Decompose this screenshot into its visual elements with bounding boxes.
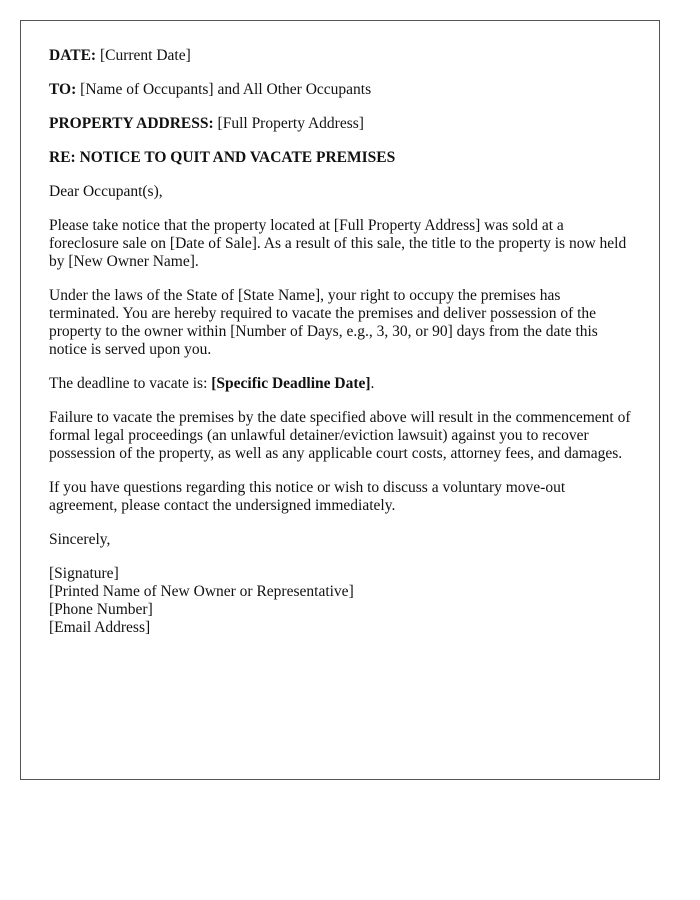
to-label: TO: [49,81,77,98]
phone-number: [Phone Number] [49,601,153,618]
signature-block [49,565,631,637]
to-line [49,81,631,99]
paragraph-consequences: Failure to vacate the premises by the date specified above will result in the commencement of formal legal proceedings (an unlawful detainer/eviction lawsuit) against you to recover possession of the property, as well as any applicable court costs, attorney fees, and damages. [49,409,631,462]
deadline-line [49,375,631,393]
to-value: [Name of Occupants] and All Other Occupants [80,81,372,98]
date-line [49,47,631,65]
sign-off: Sincerely, [49,531,111,548]
re-line: RE: NOTICE TO QUIT AND VACATE PREMISES [49,149,396,166]
deadline-prefix: The deadline to vacate is: [49,375,212,392]
property-address-label: PROPERTY ADDRESS: [49,115,214,132]
paragraph-sale: Please take notice that the property located at [Full Property Address] was sold at a foreclosure sale on [Date of Sale]. As a result of this sale, the title to the property is now held by [New Owner Name]. [49,217,627,270]
printed-name: [Printed Name of New Owner or Representative] [49,583,354,600]
paragraph-termination: Under the laws of the State of [State Name], your right to occupy the premises has terminated. You are hereby required to vacate the premises and deliver possession of the property to the owner within [Number of Days, e.g., 3, 30, or 90] days from the date this notice is served upon you. [49,287,598,358]
paragraph-contact: If you have questions regarding this notice or wish to discuss a voluntary move-out agreement, please contact the undersigned immediately. [49,479,566,514]
property-address-value: [Full Property Address] [217,115,364,132]
notice-document [20,20,660,780]
deadline-value: [Specific Deadline Date] [211,375,371,392]
deadline-suffix: . [370,375,375,392]
salutation: Dear Occupant(s), [49,183,163,200]
date-label: DATE: [49,47,97,64]
property-address-line [49,115,631,133]
signature-placeholder: [Signature] [49,565,119,582]
email-address: [Email Address] [49,619,151,636]
date-value: [Current Date] [99,47,191,64]
